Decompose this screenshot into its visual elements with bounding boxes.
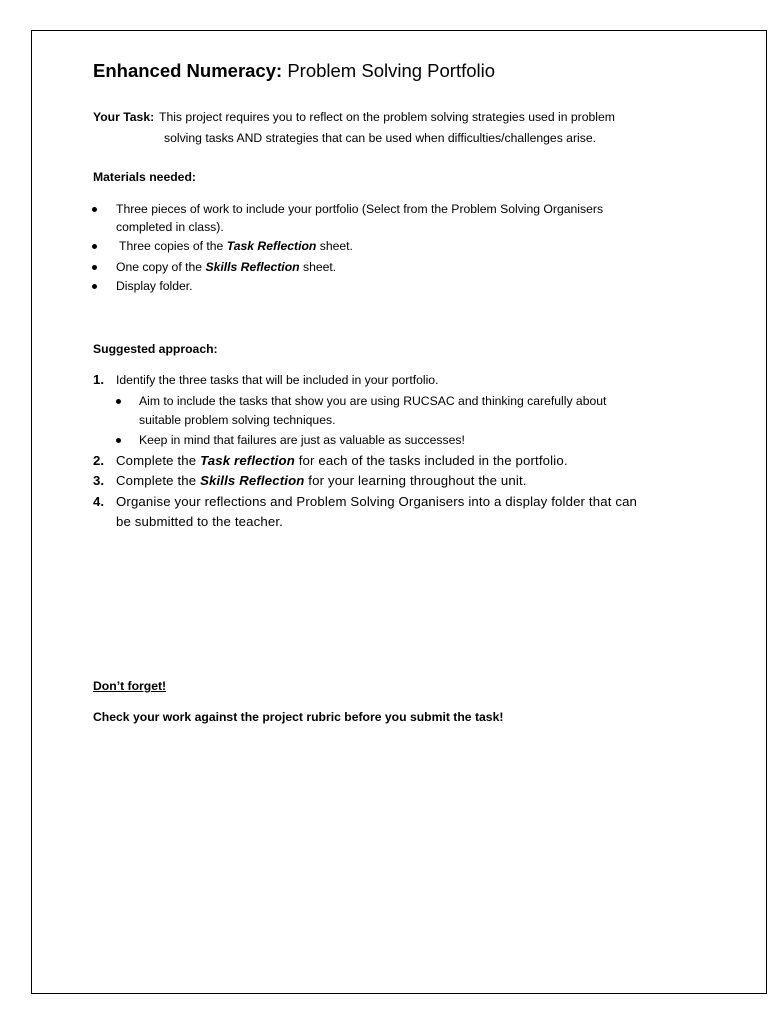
step-3: Complete the Skills Reflection for your learning throughout the unit. <box>116 473 527 488</box>
title-bold: Enhanced Numeracy: <box>93 60 283 81</box>
bullet-icon <box>116 399 121 404</box>
bullet-icon <box>92 265 97 270</box>
title-rest: Problem Solving Portfolio <box>287 60 496 81</box>
bullet-icon <box>92 284 97 289</box>
task-label: Your Task: <box>93 110 155 124</box>
bullet-icon <box>116 438 121 443</box>
materials-item-2: Three copies of the Task Reflection sheet. <box>119 239 353 253</box>
reminder-text: Check your work against the project rubric before you submit the task! <box>93 710 504 724</box>
bullet-icon <box>92 207 97 212</box>
step-4-line-2: be submitted to the teacher. <box>116 514 283 529</box>
step-number-4: 4. <box>93 494 104 509</box>
page-title <box>93 60 495 82</box>
reminder-heading: Don’t forget! <box>93 679 167 693</box>
materials-item-1-line-2: completed in class). <box>116 220 224 234</box>
materials-item-1-line-1: Three pieces of work to include your portfolio (Select from the Problem Solving Organisers <box>116 202 604 216</box>
approach-heading: Suggested approach: <box>93 342 218 356</box>
step-2: Complete the Task reflection for each of the tasks included in the portfolio. <box>116 453 568 468</box>
task-line-2: solving tasks AND strategies that can be used when difficulties/challenges arise. <box>164 131 596 145</box>
bullet-icon <box>92 244 97 249</box>
step-1-sub-1-line-1: Aim to include the tasks that show you are using RUCSAC and thinking carefully about <box>139 394 607 408</box>
materials-item-3: One copy of the Skills Reflection sheet. <box>116 260 337 274</box>
materials-heading: Materials needed: <box>93 170 196 184</box>
step-4-line-1: Organise your reflections and Problem Solving Organisers into a display folder that can <box>116 494 638 509</box>
task-line-1: This project requires you to reflect on the problem solving strategies used in problem <box>159 110 615 124</box>
step-number-3: 3. <box>93 473 104 488</box>
step-number-2: 2. <box>93 453 104 468</box>
step-1: Identify the three tasks that will be included in your portfolio. <box>116 373 439 387</box>
step-1-sub-1-line-2: suitable problem solving techniques. <box>139 413 336 427</box>
step-1-sub-2: Keep in mind that failures are just as valuable as successes! <box>139 433 465 447</box>
step-number-1: 1. <box>93 372 104 387</box>
materials-item-4: Display folder. <box>116 279 193 293</box>
